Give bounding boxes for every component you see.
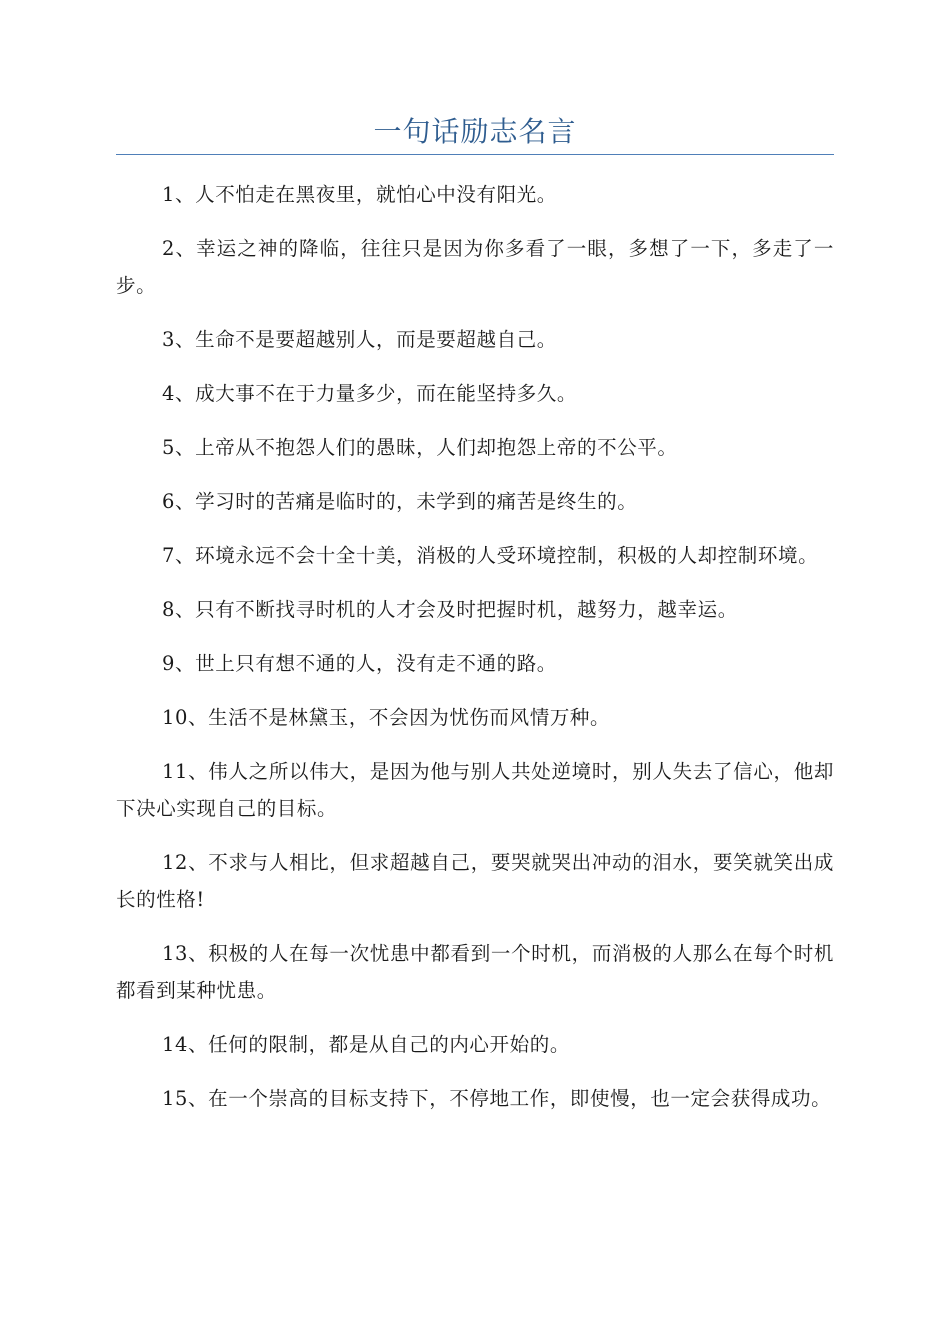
quote-paragraph: 10、生活不是林黛玉，不会因为忧伤而风情万种。 (162, 706, 611, 729)
quote-paragraph: 2、幸运之神的降临，往往只是因为你多看了一眼，多想了一下，多走了一步。 (116, 237, 834, 297)
title-underline (116, 154, 834, 155)
quote-paragraph: 14、任何的限制，都是从自己的内心开始的。 (162, 1033, 570, 1056)
quote-paragraph: 1、人不怕走在黑夜里，就怕心中没有阳光。 (162, 183, 557, 206)
quote-list (116, 176, 834, 1134)
quote-paragraph: 5、上帝从不抱怨人们的愚昧，人们却抱怨上帝的不公平。 (162, 436, 678, 459)
quote-paragraph: 3、生命不是要超越别人，而是要超越自己。 (162, 328, 557, 351)
quote-paragraph: 7、环境永远不会十全十美，消极的人受环境控制，积极的人却控制环境。 (162, 544, 819, 567)
quote-paragraph: 9、世上只有想不通的人，没有走不通的路。 (162, 652, 557, 675)
document-title: 一句话励志名言 (373, 115, 577, 148)
quote-paragraph: 13、积极的人在每一次忧患中都看到一个时机，而消极的人那么在每个时机都看到某种忧患。 (116, 942, 834, 1002)
quote-paragraph: 6、学习时的苦痛是临时的，未学到的痛苦是终生的。 (162, 490, 638, 513)
quote-paragraph: 11、伟人之所以伟大，是因为他与别人共处逆境时，别人失去了信心，他却下决心实现自己的目标。 (116, 760, 834, 820)
quote-paragraph: 4、成大事不在于力量多少，而在能坚持多久。 (162, 382, 578, 405)
quote-paragraph: 15、在一个崇高的目标支持下，不停地工作，即使慢，也一定会获得成功。 (162, 1087, 832, 1110)
quote-paragraph: 12、不求与人相比，但求超越自己，要哭就哭出冲动的泪水，要笑就笑出成长的性格! (116, 851, 834, 911)
quote-paragraph: 8、只有不断找寻时机的人才会及时把握时机，越努力，越幸运。 (162, 598, 738, 621)
